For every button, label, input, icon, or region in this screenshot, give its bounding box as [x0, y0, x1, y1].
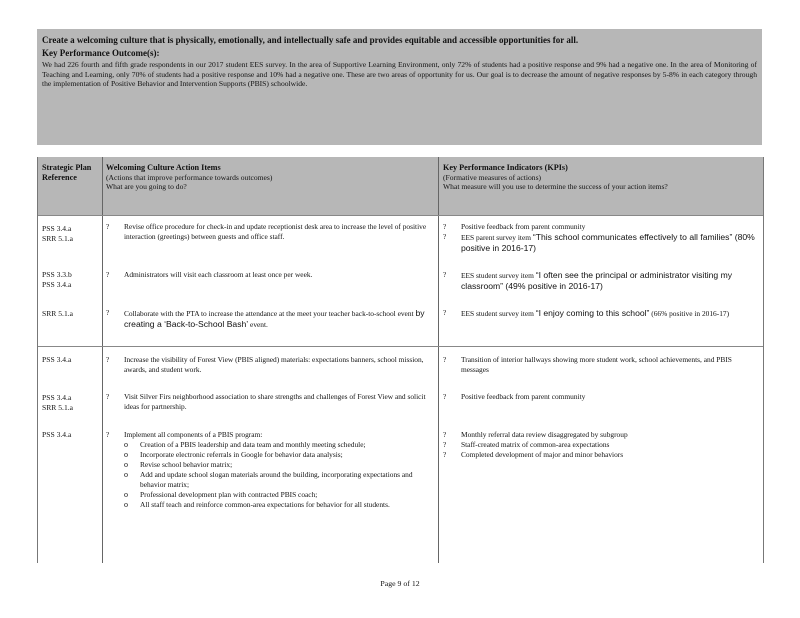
header-action-sub2: What are you going to do?	[106, 182, 187, 191]
row-6-action	[106, 430, 431, 510]
kpi-text-quote: “This school communicates effectively to all families” (80% positive in 2016-17)	[461, 232, 755, 253]
header-kpi-sub2: What measure will you use to determine the success of your action items?	[443, 182, 668, 191]
header-kpis	[443, 163, 758, 192]
header-action-items	[106, 163, 431, 192]
row-1-action	[106, 222, 431, 242]
kpi-text-end: (66% positive in 2016-17)	[649, 309, 730, 318]
bullet: ?	[443, 430, 447, 439]
row-2-reference: PSS 3.3.b PSS 3.4.a	[42, 270, 72, 289]
sub-bullet: o	[124, 490, 128, 499]
sub-action-text: Incorporate electronic referrals in Google for behavior data analysis;	[140, 450, 343, 459]
kpi-text-small: EES student survey item	[461, 271, 536, 280]
bullet: ?	[106, 355, 110, 364]
row-3-action	[106, 308, 431, 330]
page-label: Page	[380, 579, 396, 588]
kpi-text-quote: “I often see the principal or administrator visiting my classroom” (49% positive in 2016-17)	[461, 270, 733, 291]
bullet: ?	[443, 392, 447, 401]
kpi-text-small: EES parent survey item	[461, 233, 533, 242]
sub-bullet: o	[124, 470, 128, 479]
kpi-text-quote: “I enjoy coming to this school”	[535, 308, 650, 318]
of-label: of	[403, 579, 410, 588]
action-text: Revise office procedure for check-in and update receptionist desk area to increase the level of positive interaction (greetings) between guests and office staff.	[124, 222, 427, 241]
row-divider	[38, 346, 763, 347]
row-3-reference: SRR 5.1.a	[42, 309, 74, 318]
row-5-reference: PSS 3.4.a SRR 5.1.a	[42, 393, 74, 412]
row-4-kpis	[443, 355, 758, 375]
bullet: ?	[443, 355, 447, 364]
bullet: ?	[443, 450, 447, 459]
bullet: ?	[443, 270, 447, 279]
bullet: ?	[106, 270, 110, 279]
sub-bullet: o	[124, 500, 128, 509]
column-divider	[438, 157, 439, 563]
sub-action-text: All staff teach and reinforce common-area expectations for behavior for all students.	[140, 500, 390, 509]
header-kpi-sub1: (Formative measures of actions)	[443, 172, 542, 182]
page-number: 9	[397, 579, 402, 588]
header-kpi-title: Key Performance Indicators (KPIs)	[443, 163, 568, 172]
kpo-text: We had 226 fourth and fifth grade respondents in our 2017 student EES survey. In the area of Supportive Learning Environment, only 72% of students had a positive response and 9% had a negative one. In the area of Monitoring of Teaching and Learning, only 70% of students had a positive response and 10% had a negative one. These are two areas of opportunity for us. Our goal is to decrease the amount of negative responses by 5-8% in each category through the implementation of Positive Behavior and Intervention Supports (PBIS) schoolwide.	[42, 60, 757, 88]
row-6-reference: PSS 3.4.a	[42, 430, 72, 439]
action-plan-table	[37, 157, 764, 563]
sub-bullet: o	[124, 440, 128, 449]
row-5-action	[106, 392, 431, 412]
kpi-text: Monthly referral data review disaggregated by subgroup	[461, 430, 628, 439]
sub-action-text: Professional development plan with contracted PBIS coach;	[140, 490, 318, 499]
row-3-kpis	[443, 308, 758, 319]
action-text: Visit Silver Firs neighborhood association to share strengths and challenges of Forest View and solicit ideas for partnership.	[124, 392, 426, 411]
kpi-text: Transition of interior hallways showing more student work, school achievements, and PBIS messages	[461, 355, 732, 374]
action-text-emphasis: by creating a ‘Back-to-School Bash’	[124, 308, 425, 329]
row-2-kpis	[443, 270, 758, 292]
row-5-kpis	[443, 392, 758, 402]
action-text	[124, 308, 431, 330]
row-1-reference: PSS 3.4.a SRR 5.1.a	[42, 224, 74, 243]
row-2-action	[106, 270, 431, 280]
action-text-small: Collaborate with the PTA to increase the attendance at the meet your teacher back-to-school event	[124, 309, 416, 318]
sub-bullet: o	[124, 450, 128, 459]
goal-title: Create a welcoming culture that is physically, emotionally, and intellectually safe and provides equitable and accessible opportunities for all.	[42, 35, 579, 45]
bullet: ?	[443, 232, 447, 241]
bullet: ?	[443, 222, 447, 231]
header-action-sub1: (Actions that improve performance towards outcomes)	[106, 172, 273, 182]
bullet: ?	[443, 440, 447, 449]
action-text: Implement all components of a PBIS program:	[124, 430, 263, 439]
action-text: Administrators will visit each classroom at least once per week.	[124, 270, 313, 279]
sub-bullet: o	[124, 460, 128, 469]
kpi-text: Positive feedback from parent community	[461, 392, 586, 401]
bullet: ?	[106, 430, 110, 439]
kpi-text	[461, 270, 758, 292]
column-divider	[102, 157, 103, 563]
sub-action-text: Add and update school slogan materials around the building, incorporating expectations and behavior matrix;	[140, 470, 413, 489]
kpo-label: Key Performance Outcome(s):	[42, 48, 160, 58]
kpi-text-small: EES student survey item	[461, 309, 536, 318]
action-text: Increase the visibility of Forest View (PBIS aligned) materials: expectations banners, school mission, awards, and student work.	[124, 355, 424, 374]
kpi-text: Staff-created matrix of common-area expectations	[461, 440, 610, 449]
page-total: 12	[411, 579, 420, 588]
page-footer	[0, 579, 800, 588]
header-ref-title: Strategic Plan Reference	[42, 163, 92, 182]
goal-box	[37, 29, 762, 145]
row-4-reference: PSS 3.4.a	[42, 355, 72, 364]
bullet: ?	[443, 308, 447, 317]
action-text-end: event.	[248, 320, 268, 329]
header-action-title: Welcoming Culture Action Items	[106, 163, 221, 172]
header-strategic-plan-reference	[42, 163, 98, 182]
kpi-text	[461, 232, 758, 254]
row-1-kpis	[443, 222, 758, 254]
kpi-text: Positive feedback from parent community	[461, 222, 586, 231]
sub-action-text: Revise school behavior matrix;	[140, 460, 233, 469]
bullet: ?	[106, 308, 110, 317]
bullet: ?	[106, 222, 110, 231]
kpi-text	[461, 308, 758, 319]
row-6-kpis	[443, 430, 758, 460]
row-4-action	[106, 355, 431, 375]
kpi-text: Completed development of major and minor behaviors	[461, 450, 624, 459]
sub-action-text: Creation of a PBIS leadership and data team and monthly meeting schedule;	[140, 440, 366, 449]
bullet: ?	[106, 392, 110, 401]
row-divider	[38, 215, 763, 216]
